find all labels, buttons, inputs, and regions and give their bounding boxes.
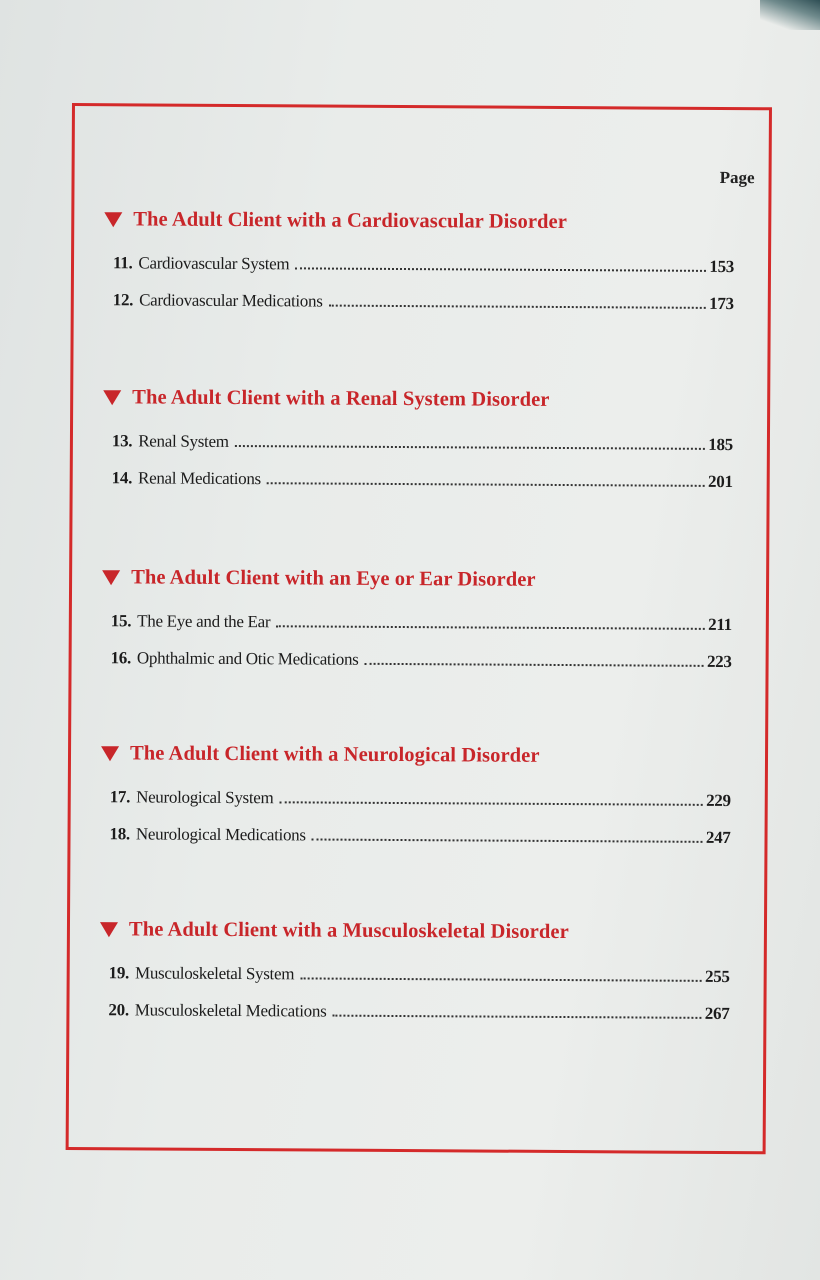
page-number: 247 bbox=[705, 827, 731, 848]
dot-leader bbox=[364, 663, 703, 667]
page-number: 255 bbox=[705, 966, 730, 987]
triangle-bullet-icon bbox=[104, 212, 122, 227]
page-number: 267 bbox=[704, 1003, 730, 1024]
chapter-title: The Eye and the Ear bbox=[137, 611, 271, 632]
dot-leader bbox=[295, 267, 706, 272]
chapter-number: 15. bbox=[110, 611, 132, 631]
page-column-heading: Page bbox=[719, 167, 755, 188]
page-number: 153 bbox=[709, 256, 735, 277]
toc-section bbox=[100, 742, 731, 848]
section-title bbox=[102, 566, 732, 593]
page-number: 173 bbox=[709, 293, 734, 314]
chapter-title: Musculoskeletal System bbox=[134, 963, 295, 984]
chapter-number: 16. bbox=[110, 648, 132, 668]
triangle-bullet-icon bbox=[101, 746, 119, 761]
dot-leader bbox=[235, 445, 706, 450]
section-title bbox=[100, 918, 730, 945]
section-title bbox=[103, 386, 733, 413]
dot-leader bbox=[267, 482, 705, 487]
toc-section bbox=[99, 918, 730, 1024]
section-title-text: The Adult Client with a Cardiovascular Disorder bbox=[133, 208, 568, 234]
chapter-title: Neurological System bbox=[136, 787, 274, 808]
toc-entry bbox=[113, 253, 734, 277]
section-title-text: The Adult Client with a Renal System Disorder bbox=[132, 386, 550, 411]
chapter-title: Renal System bbox=[138, 431, 229, 451]
toc-entry bbox=[113, 290, 734, 314]
page-number: 185 bbox=[708, 434, 733, 455]
toc-section bbox=[102, 566, 733, 672]
chapter-title: Neurological Medications bbox=[135, 824, 306, 845]
dot-leader bbox=[300, 977, 702, 981]
page-number: 201 bbox=[708, 471, 733, 492]
chapter-title: Cardiovascular System bbox=[138, 253, 290, 274]
toc-entry bbox=[111, 648, 732, 672]
chapter-title: Musculoskeletal Medications bbox=[134, 1000, 327, 1021]
dot-leader bbox=[329, 305, 707, 309]
page-number: 223 bbox=[706, 651, 732, 672]
chapter-title: Cardiovascular Medications bbox=[139, 290, 323, 311]
chapter-number: 20. bbox=[108, 1000, 129, 1020]
toc-entry bbox=[109, 963, 730, 987]
chapter-number: 19. bbox=[108, 963, 130, 983]
page-number: 211 bbox=[708, 614, 732, 635]
triangle-bullet-icon bbox=[102, 570, 120, 585]
chapter-number: 18. bbox=[109, 824, 130, 844]
toc-section bbox=[104, 208, 735, 314]
toc-section bbox=[103, 386, 734, 492]
dot-leader bbox=[276, 625, 705, 630]
page-number: 229 bbox=[706, 790, 731, 811]
section-title-text: The Adult Client with an Eye or Ear Disorder bbox=[131, 566, 536, 591]
dot-leader bbox=[332, 1015, 701, 1019]
toc-entry bbox=[108, 1000, 729, 1024]
dot-leader bbox=[312, 838, 703, 842]
contents-frame bbox=[66, 103, 772, 1154]
chapter-number: 12. bbox=[112, 290, 134, 310]
dot-leader bbox=[279, 801, 703, 806]
toc-entry bbox=[112, 431, 733, 455]
chapter-number: 17. bbox=[109, 787, 131, 807]
chapter-title: Ophthalmic and Otic Medications bbox=[136, 648, 359, 669]
triangle-bullet-icon bbox=[100, 922, 118, 937]
section-title bbox=[104, 208, 734, 235]
toc-entry bbox=[111, 611, 732, 635]
chapter-title: Renal Medications bbox=[138, 468, 261, 489]
triangle-bullet-icon bbox=[103, 390, 121, 405]
toc-entry bbox=[112, 468, 733, 492]
toc-entry bbox=[110, 787, 731, 811]
section-title-text: The Adult Client with a Musculoskeletal Disorder bbox=[128, 918, 569, 944]
chapter-number: 14. bbox=[111, 468, 133, 488]
chapter-number: 13. bbox=[111, 431, 133, 451]
section-title-text: The Adult Client with a Neurological Disorder bbox=[129, 742, 540, 767]
section-title bbox=[101, 742, 731, 769]
chapter-number: 11. bbox=[112, 253, 133, 273]
toc-entry bbox=[109, 824, 730, 848]
